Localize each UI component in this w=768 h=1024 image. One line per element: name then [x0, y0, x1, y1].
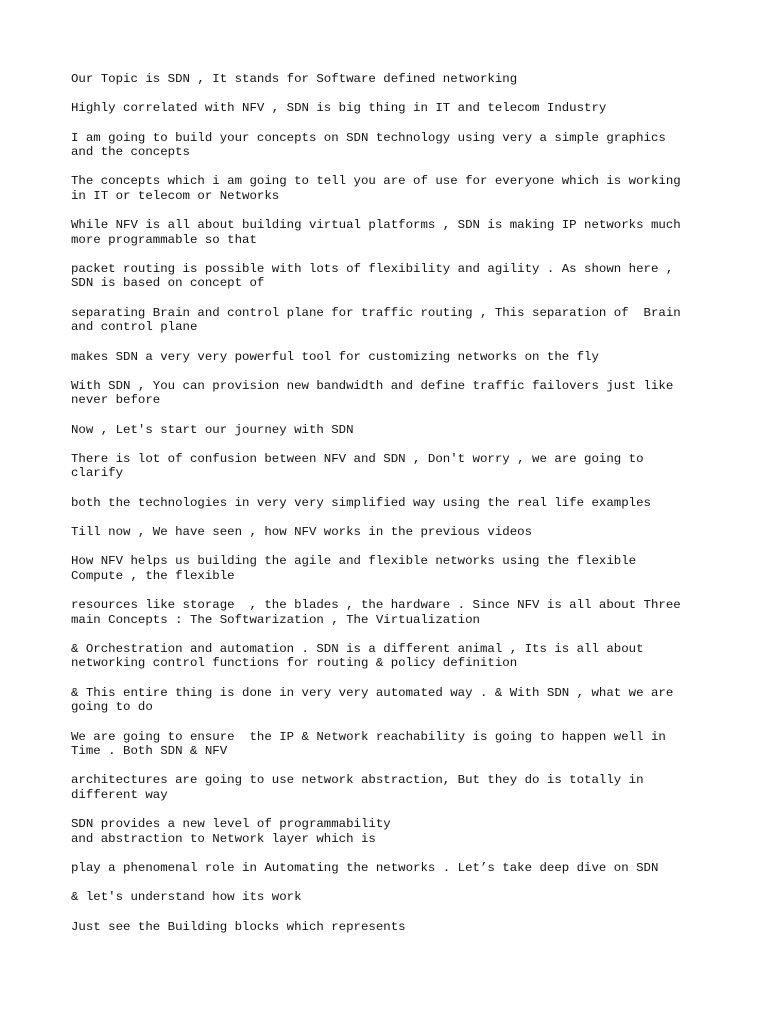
paragraph: I am going to build your concepts on SDN technology using very a simple graphics and the concepts	[71, 130, 666, 160]
paragraph: & let's understand how its work	[71, 890, 302, 905]
paragraph: Highly correlated with NFV , SDN is big thing in IT and telecom Industry	[71, 101, 607, 116]
paragraph: The concepts which i am going to tell you are of use for everyone which is working in IT or telecom or Networks	[71, 174, 681, 203]
paragraph: resources like storage , the blades , the hardware . Since NFV is all about Three main Concepts : The Softwarization , The Virtualization	[71, 598, 681, 627]
paragraph: separating Brain and control plane for traffic routing , This separation of Brain and control plane	[71, 305, 681, 335]
paragraph: play a phenomenal role in Automating the networks . Let’s take deep dive on SDN	[71, 860, 659, 875]
paragraph: While NFV is all about building virtual platforms , SDN is making IP networks much more programmable so that	[71, 218, 681, 247]
paragraph: There is lot of confusion between NFV and SDN , Don't worry , we are going to clarify	[71, 451, 644, 481]
paragraph: packet routing is possible with lots of flexibility and agility . As shown here , SDN is based on concept of	[71, 261, 674, 291]
paragraph: Now , Let's start our journey with SDN	[71, 422, 354, 437]
paragraph: How NFV helps us building the agile and flexible networks using the flexible Compute , the flexible	[71, 554, 637, 583]
paragraph: Our Topic is SDN , It stands for Software defined networking	[71, 72, 518, 86]
paragraph: With SDN , You can provision new bandwidth and define traffic failovers just like never before	[71, 378, 674, 408]
paragraph: makes SDN a very very powerful tool for customizing networks on the fly	[71, 349, 599, 364]
paragraph: SDN provides a new level of programmability and abstraction to Network layer which is	[71, 817, 391, 846]
paragraph: Till now , We have seen , how NFV works in the previous videos	[71, 525, 533, 540]
paragraph: both the technologies in very very simplified way using the real life examples	[71, 495, 651, 510]
paragraph: Just see the Building blocks which represents	[71, 919, 406, 934]
paragraph: & Orchestration and automation . SDN is a different animal , Its is all about networking control functions for routing & policy definition	[71, 641, 644, 671]
paragraph: & This entire thing is done in very very automated way . & With SDN , what we are going to do	[71, 685, 674, 715]
paragraph: architectures are going to use network abstraction, But they do is totally in different way	[71, 773, 644, 802]
paragraph: We are going to ensure the IP & Network reachability is going to happen well in Time . Both SDN & NFV	[71, 729, 666, 759]
document-body	[71, 72, 701, 949]
